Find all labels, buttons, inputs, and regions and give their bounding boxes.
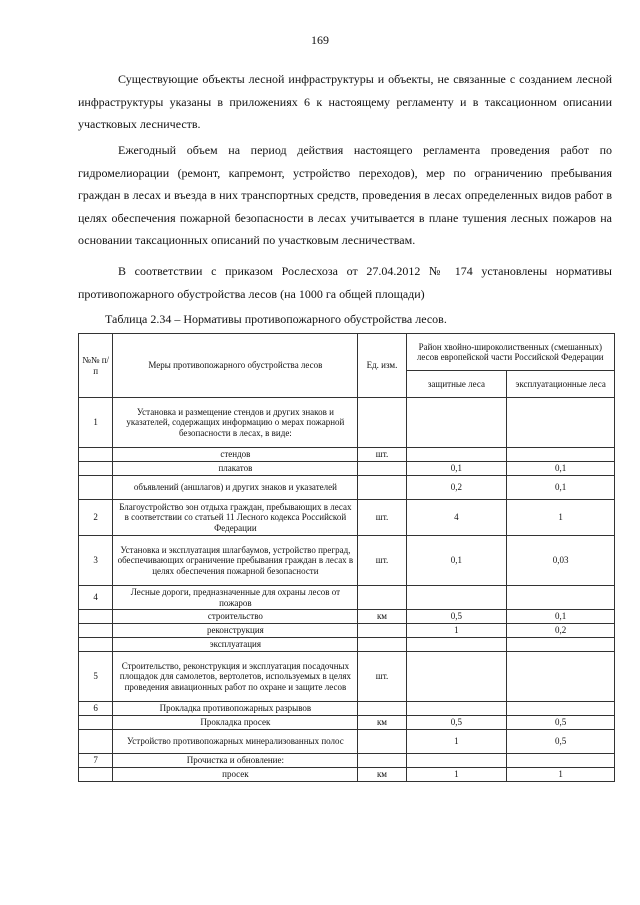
cell-num [79, 638, 113, 652]
cell-num: 5 [79, 652, 113, 702]
cell-num [79, 768, 113, 782]
cell-measure: Благоустройство зон отдыха граждан, пребывающих в лесах в соответствии со статьей 11 Лесного кодекса Российской Федерации [113, 500, 358, 536]
cell-protective: 1 [406, 768, 507, 782]
cell-exploitation [507, 398, 615, 448]
cell-exploitation [507, 652, 615, 702]
cell-measure: Установка и размещение стендов и других знаков и указателей, содержащих информацию о мерах пожарной безопасности в лесах, в виде: [113, 398, 358, 448]
cell-protective: 0,2 [406, 476, 507, 500]
paragraph-infrastructure [78, 68, 612, 136]
cell-protective [406, 702, 507, 716]
cell-unit: км [358, 716, 406, 730]
cell-num [79, 624, 113, 638]
cell-unit [358, 462, 406, 476]
cell-measure: Установка и эксплуатация шлагбаумов, устройство преград, обеспечивающих ограничение пребывания граждан в лесах в целях обеспечения пожарной безопасности [113, 536, 358, 586]
cell-unit [358, 398, 406, 448]
cell-unit: шт. [358, 652, 406, 702]
table-row [79, 586, 615, 610]
cell-unit [358, 702, 406, 716]
cell-protective: 0,5 [406, 716, 507, 730]
cell-exploitation [507, 448, 615, 462]
table-row [79, 462, 615, 476]
cell-measure: Строительство, реконструкция и эксплуатация посадочных площадок для самолетов, вертолетов, используемых в целях проведения авиационных работ по охране и защите лесов [113, 652, 358, 702]
fire-prevention-norms-table [78, 333, 615, 782]
table-body [79, 398, 615, 782]
cell-unit: шт. [358, 500, 406, 536]
cell-measure: реконструкция [113, 624, 358, 638]
cell-num [79, 476, 113, 500]
cell-num [79, 462, 113, 476]
cell-measure: Лесные дороги, предназначенные для охраны лесов от пожаров [113, 586, 358, 610]
table-row [79, 448, 615, 462]
cell-unit [358, 586, 406, 610]
cell-protective: 4 [406, 500, 507, 536]
cell-measure: эксплуатация [113, 638, 358, 652]
table-row [79, 768, 615, 782]
table-row [79, 398, 615, 448]
table-caption: Таблица 2.34 – Нормативы противопожарного обустройства лесов. [105, 312, 447, 326]
cell-num: 7 [79, 754, 113, 768]
cell-measure: Прокладка противопожарных разрывов [113, 702, 358, 716]
header-num: №№ п/п [79, 334, 113, 398]
table-row [79, 500, 615, 536]
cell-protective: 0,5 [406, 610, 507, 624]
table-row [79, 536, 615, 586]
page-number: 169 [311, 33, 329, 47]
cell-measure: Прокладка просек [113, 716, 358, 730]
cell-exploitation: 0,03 [507, 536, 615, 586]
table-row [79, 610, 615, 624]
table-row [79, 730, 615, 754]
cell-protective: 0,1 [406, 536, 507, 586]
cell-num: 4 [79, 586, 113, 610]
paragraph-annual-volume [78, 139, 612, 252]
cell-measure: Прочистка и обновление: [113, 754, 358, 768]
cell-protective: 1 [406, 624, 507, 638]
paragraph-text: Существующие объекты лесной инфраструктуры и объекты, не связанные с созданием лесной инфраструктуры указаны в приложениях 6 к настоящему регламенту и в таксационном описании участковых лесничеств. [78, 72, 612, 131]
cell-num [79, 716, 113, 730]
cell-exploitation: 0,1 [507, 610, 615, 624]
cell-unit: км [358, 610, 406, 624]
header-exploitation: эксплуатационные леса [507, 371, 615, 398]
cell-protective: 1 [406, 730, 507, 754]
table-row [79, 702, 615, 716]
cell-exploitation: 0,1 [507, 476, 615, 500]
table-row [79, 476, 615, 500]
header-unit: Ед. изм. [358, 334, 406, 398]
cell-exploitation: 0,5 [507, 716, 615, 730]
table-row [79, 652, 615, 702]
header-protective: защитные леса [406, 371, 507, 398]
cell-protective [406, 398, 507, 448]
cell-unit [358, 476, 406, 500]
cell-exploitation [507, 754, 615, 768]
cell-measure: просек [113, 768, 358, 782]
cell-unit: шт. [358, 536, 406, 586]
cell-protective [406, 586, 507, 610]
cell-exploitation: 0,1 [507, 462, 615, 476]
cell-protective [406, 448, 507, 462]
cell-unit [358, 754, 406, 768]
table-row [79, 716, 615, 730]
table-row [79, 624, 615, 638]
cell-num: 6 [79, 702, 113, 716]
cell-exploitation: 1 [507, 768, 615, 782]
paragraph-text: В соответствии с приказом Рослесхоза от 27.04.2012 № 174 установлены нормативы противопожарного обустройства лесов (на 1000 га общей площади) [78, 264, 612, 301]
cell-exploitation: 1 [507, 500, 615, 536]
cell-num [79, 730, 113, 754]
table-row [79, 638, 615, 652]
paragraph-text: Ежегодный объем на период действия настоящего регламента проведения работ по гидромелиорации (ремонт, капремонт, устройство переходов), мер по ограничению пребывания граждан в лесах и въезда в них транспортных средств, проведения в лесах определенных видов работ в целях обеспечения пожарной безопасности в лесах учитывается в плане тушения лесных пожаров на основании таксационных описаний по участковым лесничествам. [78, 143, 612, 247]
cell-num: 1 [79, 398, 113, 448]
cell-exploitation: 0,5 [507, 730, 615, 754]
cell-protective [406, 638, 507, 652]
cell-num [79, 610, 113, 624]
header-region: Район хвойно-широколиственных (смешанных) лесов европейской части Российской Федерации [406, 334, 614, 371]
cell-measure: строительство [113, 610, 358, 624]
cell-unit [358, 638, 406, 652]
cell-protective [406, 652, 507, 702]
cell-num [79, 448, 113, 462]
cell-protective: 0,1 [406, 462, 507, 476]
table-row [79, 754, 615, 768]
cell-measure: плакатов [113, 462, 358, 476]
cell-exploitation [507, 702, 615, 716]
cell-measure: стендов [113, 448, 358, 462]
paragraph-order-reference [78, 260, 612, 305]
cell-unit [358, 730, 406, 754]
cell-unit [358, 624, 406, 638]
cell-measure: Устройство противопожарных минерализованных полос [113, 730, 358, 754]
cell-exploitation [507, 586, 615, 610]
cell-measure: объявлений (аншлагов) и других знаков и указателей [113, 476, 358, 500]
cell-exploitation [507, 638, 615, 652]
header-measure: Меры противопожарного обустройства лесов [113, 334, 358, 398]
cell-unit: км [358, 768, 406, 782]
cell-protective [406, 754, 507, 768]
cell-num: 2 [79, 500, 113, 536]
cell-num: 3 [79, 536, 113, 586]
cell-unit: шт. [358, 448, 406, 462]
cell-exploitation: 0,2 [507, 624, 615, 638]
